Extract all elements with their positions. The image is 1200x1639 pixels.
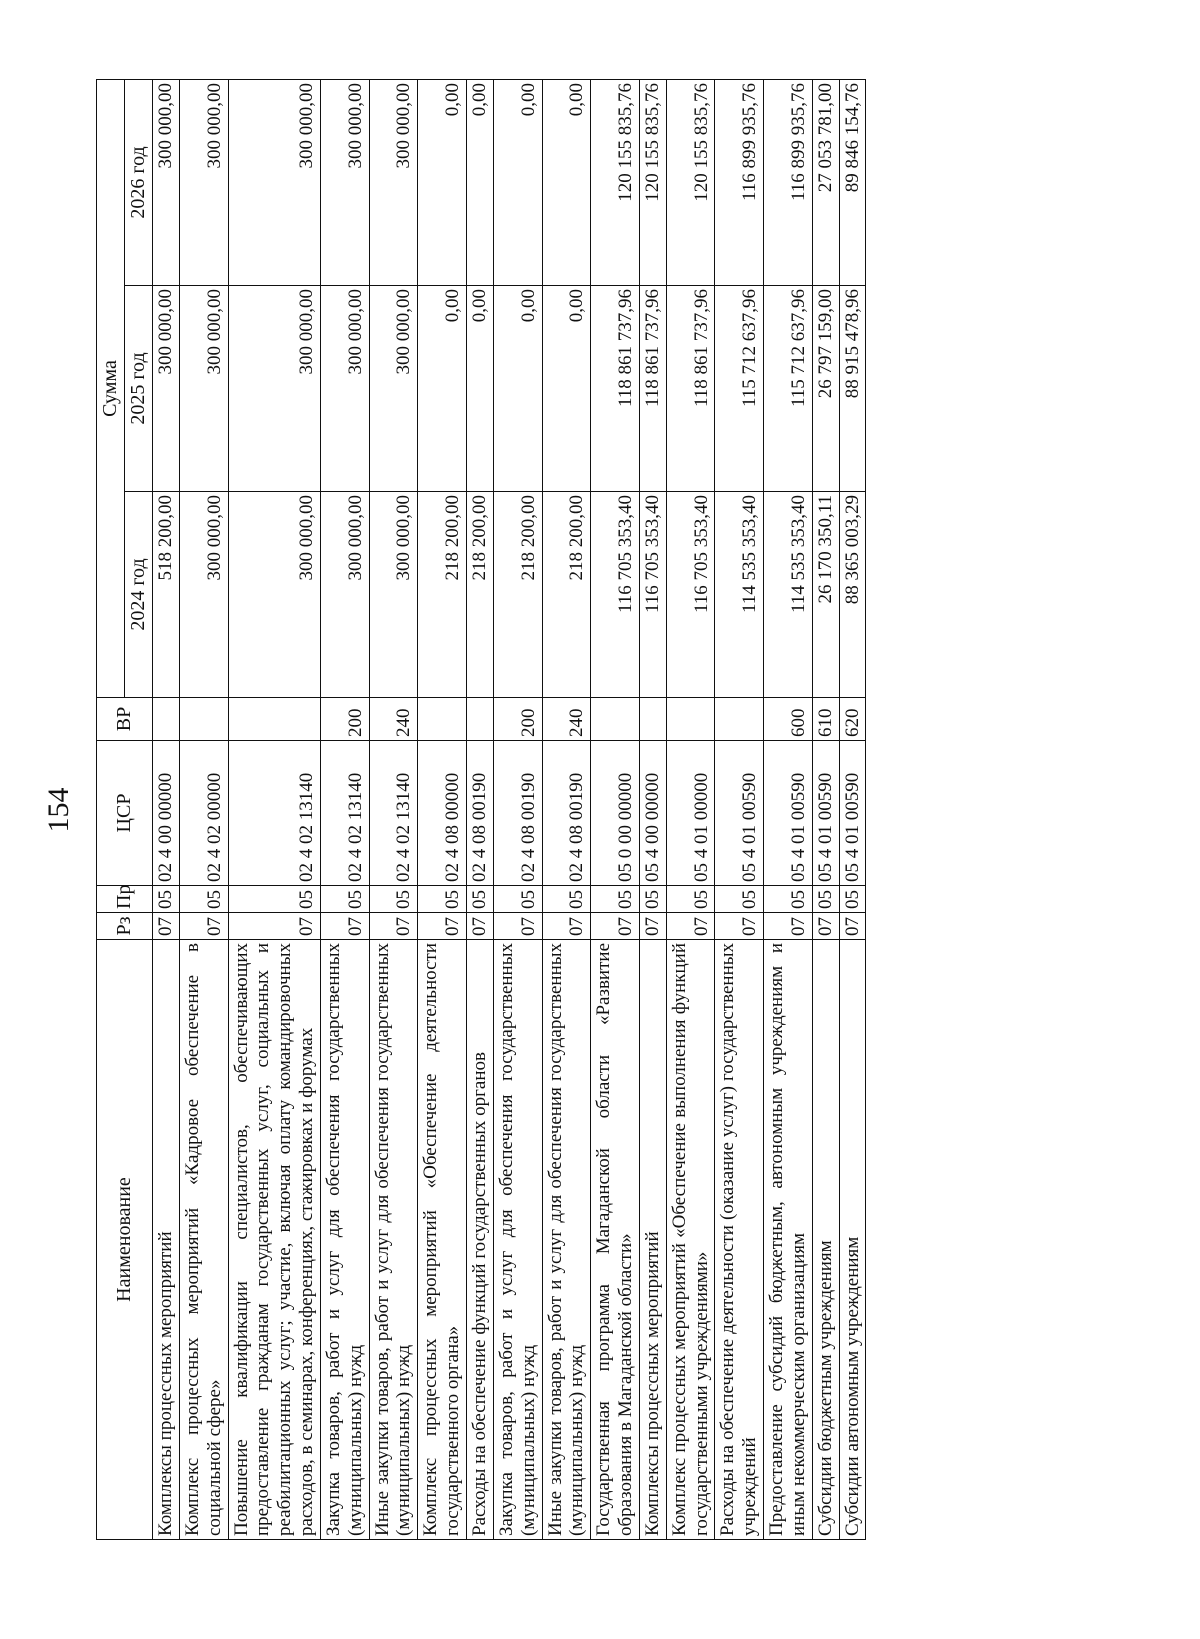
cell-2026: 116 899 935,76 — [764, 79, 813, 285]
cell-rz: 07 — [179, 913, 228, 940]
cell-2026: 120 155 835,76 — [639, 79, 666, 285]
cell-csr: 02 4 02 13140 — [228, 741, 320, 886]
cell-csr: 05 4 00 00000 — [639, 741, 666, 886]
page-number: 154 — [42, 787, 75, 833]
cell-csr: 02 4 08 00190 — [466, 741, 493, 886]
cell-2025: 300 000,00 — [320, 286, 369, 492]
cell-pr: 05 — [228, 886, 320, 913]
cell-2024: 218 200,00 — [493, 492, 542, 698]
cell-name: Предоставление субсидий бюджетным, автономным учреждениям и иным некоммерческим организациям — [764, 940, 813, 1540]
cell-2024: 116 705 353,40 — [639, 492, 666, 698]
cell-name: Расходы на обеспечение функций государственных органов — [466, 940, 493, 1540]
cell-2026: 300 000,00 — [320, 79, 369, 285]
cell-2025: 300 000,00 — [153, 286, 180, 492]
cell-rz: 07 — [228, 913, 320, 940]
cell-name: Комплекс процессных мероприятий «Обеспечение деятельности государственного органа» — [418, 940, 467, 1540]
cell-2026: 0,00 — [542, 79, 591, 285]
cell-pr: 05 — [466, 886, 493, 913]
cell-csr: 05 4 01 00590 — [839, 741, 866, 886]
cell-2026: 120 155 835,76 — [666, 79, 715, 285]
cell-2026: 116 899 935,76 — [715, 79, 764, 285]
cell-rz: 07 — [320, 913, 369, 940]
table-row — [591, 79, 640, 1539]
table-row — [715, 79, 764, 1539]
cell-vr — [466, 698, 493, 741]
cell-csr: 02 4 02 00000 — [179, 741, 228, 886]
cell-vr: 600 — [764, 698, 813, 741]
cell-pr: 05 — [493, 886, 542, 913]
cell-2024: 88 365 003,29 — [839, 492, 866, 698]
cell-pr: 05 — [320, 886, 369, 913]
cell-csr: 05 0 00 00000 — [591, 741, 640, 886]
table-row — [666, 79, 715, 1539]
cell-name: Иные закупки товаров, работ и услуг для обеспечения государственных (муниципальных) нужд — [542, 940, 591, 1540]
header-year-2024: 2024 год — [125, 492, 153, 698]
cell-2024: 26 170 350,11 — [812, 492, 839, 698]
cell-rz: 07 — [839, 913, 866, 940]
cell-2026: 27 053 781,00 — [812, 79, 839, 285]
cell-name: Государственная программа Магаданской области «Развитие образования в Магаданской области» — [591, 940, 640, 1540]
cell-2025: 26 797 159,00 — [812, 286, 839, 492]
cell-2024: 518 200,00 — [153, 492, 180, 698]
table-row — [812, 79, 839, 1539]
cell-vr — [153, 698, 180, 741]
cell-name: Комплексы процессных мероприятий — [639, 940, 666, 1540]
cell-2025: 88 915 478,96 — [839, 286, 866, 492]
cell-2024: 300 000,00 — [228, 492, 320, 698]
cell-csr: 05 4 01 00590 — [812, 741, 839, 886]
cell-name: Комплексы процессных мероприятий — [153, 940, 180, 1540]
cell-rz: 07 — [715, 913, 764, 940]
table-row — [839, 79, 866, 1539]
cell-2026: 0,00 — [493, 79, 542, 285]
cell-csr: 05 4 01 00590 — [764, 741, 813, 886]
cell-pr: 05 — [764, 886, 813, 913]
cell-name: Субсидии автономным учреждениям — [839, 940, 866, 1540]
cell-2024: 114 535 353,40 — [715, 492, 764, 698]
cell-pr: 05 — [369, 886, 418, 913]
cell-vr — [418, 698, 467, 741]
cell-csr: 02 4 00 00000 — [153, 741, 180, 886]
cell-2025: 300 000,00 — [228, 286, 320, 492]
cell-csr: 02 4 08 00000 — [418, 741, 467, 886]
header-rz: Рз — [97, 913, 153, 940]
cell-2024: 218 200,00 — [542, 492, 591, 698]
cell-csr: 02 4 08 00190 — [493, 741, 542, 886]
cell-rz: 07 — [418, 913, 467, 940]
cell-2025: 0,00 — [542, 286, 591, 492]
table-row — [153, 79, 180, 1539]
table-row — [764, 79, 813, 1539]
cell-vr — [179, 698, 228, 741]
header-name: Наименование — [97, 940, 153, 1540]
cell-2025: 118 861 737,96 — [639, 286, 666, 492]
cell-vr — [228, 698, 320, 741]
cell-2026: 300 000,00 — [228, 79, 320, 285]
header-sum: Сумма — [97, 79, 125, 697]
header-pr: Пр — [97, 886, 153, 913]
cell-2024: 218 200,00 — [418, 492, 467, 698]
table-row — [493, 79, 542, 1539]
table-row — [228, 79, 320, 1539]
cell-rz: 07 — [493, 913, 542, 940]
cell-rz: 07 — [369, 913, 418, 940]
cell-2025: 0,00 — [466, 286, 493, 492]
cell-name: Закупка товаров, работ и услуг для обеспечения государственных (муниципальных) нужд — [320, 940, 369, 1540]
cell-name: Повышение квалификации специалистов, обеспечивающих предоставление гражданам государственных услуг, социальных и реабилитационных услуг; участие, включая оплату командировочных расходов, в семинарах, конференциях, стажировках и форумах — [228, 940, 320, 1540]
cell-2025: 115 712 637,96 — [764, 286, 813, 492]
cell-2024: 300 000,00 — [179, 492, 228, 698]
cell-csr: 02 4 08 00190 — [542, 741, 591, 886]
cell-2026: 300 000,00 — [369, 79, 418, 285]
cell-name: Закупка товаров, работ и услуг для обеспечения государственных (муниципальных) нужд — [493, 940, 542, 1540]
cell-vr — [715, 698, 764, 741]
table-body — [153, 79, 866, 1539]
cell-vr — [666, 698, 715, 741]
cell-csr: 02 4 02 13140 — [369, 741, 418, 886]
cell-2025: 300 000,00 — [179, 286, 228, 492]
cell-rz: 07 — [812, 913, 839, 940]
table-row — [179, 79, 228, 1539]
cell-rz: 07 — [466, 913, 493, 940]
cell-name: Комплекс процессных мероприятий «Кадровое обеспечение в социальной сфере» — [179, 940, 228, 1540]
rotated-page — [40, 80, 940, 1540]
cell-2024: 218 200,00 — [466, 492, 493, 698]
cell-2024: 300 000,00 — [369, 492, 418, 698]
cell-pr: 05 — [418, 886, 467, 913]
cell-pr: 05 — [812, 886, 839, 913]
table-row — [542, 79, 591, 1539]
cell-vr: 610 — [812, 698, 839, 741]
cell-rz: 07 — [542, 913, 591, 940]
cell-name: Расходы на обеспечение деятельности (оказание услуг) государственных учреждений — [715, 940, 764, 1540]
cell-2024: 116 705 353,40 — [666, 492, 715, 698]
cell-2025: 115 712 637,96 — [715, 286, 764, 492]
cell-pr: 05 — [839, 886, 866, 913]
cell-pr: 05 — [666, 886, 715, 913]
cell-name: Иные закупки товаров, работ и услуг для обеспечения государственных (муниципальных) нужд — [369, 940, 418, 1540]
cell-rz: 07 — [591, 913, 640, 940]
cell-2026: 120 155 835,76 — [591, 79, 640, 285]
cell-2024: 300 000,00 — [320, 492, 369, 698]
cell-2026: 0,00 — [466, 79, 493, 285]
cell-name: Комплекс процессных мероприятий «Обеспечение выполнения функций государственными учреждениями» — [666, 940, 715, 1540]
cell-vr — [639, 698, 666, 741]
cell-csr: 05 4 01 00590 — [715, 741, 764, 886]
cell-2025: 118 861 737,96 — [591, 286, 640, 492]
table-row — [320, 79, 369, 1539]
cell-2025: 0,00 — [493, 286, 542, 492]
cell-pr: 05 — [715, 886, 764, 913]
cell-2026: 0,00 — [418, 79, 467, 285]
cell-2026: 89 846 154,76 — [839, 79, 866, 285]
cell-2024: 114 535 353,40 — [764, 492, 813, 698]
table-row — [369, 79, 418, 1539]
header-csr: ЦСР — [97, 741, 153, 886]
cell-pr: 05 — [542, 886, 591, 913]
cell-rz: 07 — [153, 913, 180, 940]
cell-2026: 300 000,00 — [179, 79, 228, 285]
cell-2025: 118 861 737,96 — [666, 286, 715, 492]
cell-vr: 240 — [542, 698, 591, 741]
cell-pr: 05 — [179, 886, 228, 913]
cell-2025: 0,00 — [418, 286, 467, 492]
table-row — [418, 79, 467, 1539]
cell-pr: 05 — [153, 886, 180, 913]
cell-vr — [591, 698, 640, 741]
cell-2026: 300 000,00 — [153, 79, 180, 285]
table-row — [466, 79, 493, 1539]
cell-rz: 07 — [666, 913, 715, 940]
cell-rz: 07 — [764, 913, 813, 940]
cell-rz: 07 — [639, 913, 666, 940]
cell-pr: 05 — [591, 886, 640, 913]
header-row — [97, 79, 125, 1539]
cell-name: Субсидии бюджетным учреждениям — [812, 940, 839, 1540]
budget-table — [96, 79, 866, 1540]
cell-pr: 05 — [639, 886, 666, 913]
header-vr: ВР — [97, 698, 153, 741]
cell-vr: 200 — [320, 698, 369, 741]
cell-2025: 300 000,00 — [369, 286, 418, 492]
cell-vr: 240 — [369, 698, 418, 741]
table-row — [639, 79, 666, 1539]
cell-vr: 200 — [493, 698, 542, 741]
header-year-2026: 2026 год — [125, 79, 153, 285]
header-year-2025: 2025 год — [125, 286, 153, 492]
cell-csr: 02 4 02 13140 — [320, 741, 369, 886]
cell-vr: 620 — [839, 698, 866, 741]
cell-2024: 116 705 353,40 — [591, 492, 640, 698]
cell-csr: 05 4 01 00000 — [666, 741, 715, 886]
